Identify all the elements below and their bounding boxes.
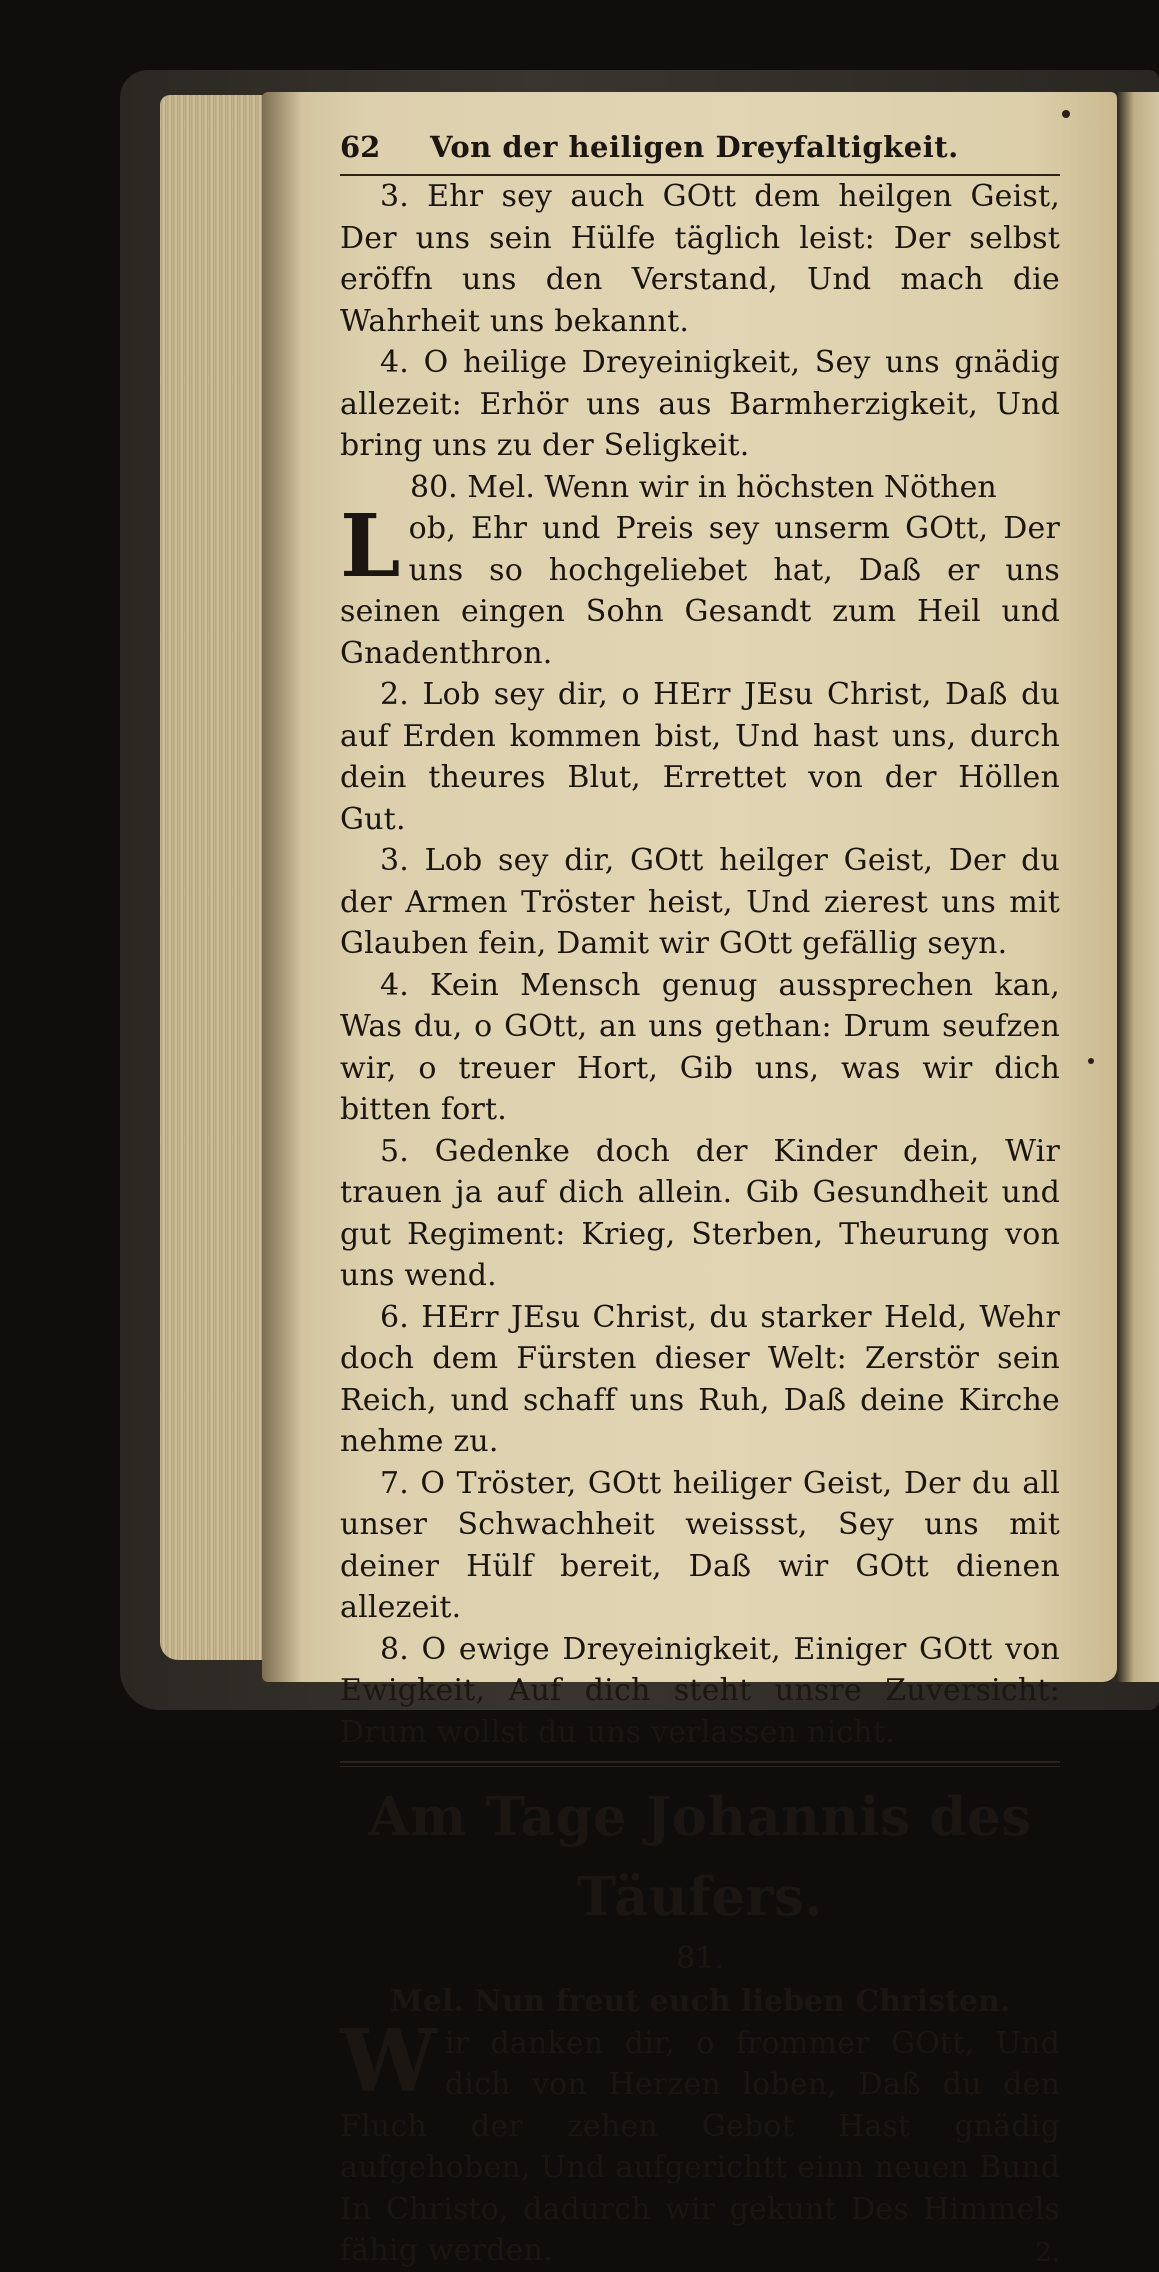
facing-page-edge — [1117, 92, 1159, 1682]
page-edges — [160, 95, 275, 1660]
hymn80-verse-8: 8. O ewige Dreyeinigkeit, Einiger GOtt von Ewigkeit, Auf dich steht unsre Zuversicht: Drum wollst du uns verlassen nicht. — [340, 1631, 1060, 1750]
hymn80-header: 80. Mel. Wenn wir in höchsten Nöthen — [410, 469, 997, 505]
hymn80-verse-1 — [340, 496, 1060, 674]
hymn79-verse-3: 3. Ehr sey auch GOtt dem heilgen Geist, Der uns sein Hülfe täglich leist: Der selbst eröffn uns den Verstand, Und mach die Wahrheit uns bekannt. — [340, 179, 1060, 339]
hymn81-melody: Mel. Nun freut euch lieben Christen. — [389, 1984, 1011, 2019]
page-text — [340, 130, 1060, 2268]
hymn80-verse-3: 3. Lob sey dir, GOtt heilger Geist, Der du der Armen Tröster heist, Und zierest uns mit Glauben fein, Damit wir GOtt gefällig seyn. — [340, 843, 1060, 961]
hymn80-verse-7: 7. O Tröster, GOtt heiliger Geist, Der du all unser Schwachheit weissst, Sey uns mit deiner Hülf bereit, Daß wir GOtt dienen allezeit. — [340, 1465, 1060, 1625]
ink-speck — [1062, 110, 1070, 118]
ink-speck — [1088, 1058, 1094, 1064]
hymn80-verse-1-text: ob, Ehr und Preis sey unserm GOtt, Der uns so hochgeliebet hat, Daß er uns seinen eingen Sohn Gesandt zum Heil und Gnadenthron. — [340, 511, 1060, 671]
hymn80-verse-4: 4. Kein Mensch genug aussprechen kan, Was du, o GOtt, an uns gethan: Drum seufzen wir, o treuer Hort, Gib uns, was wir dich bitten fort. — [340, 967, 1060, 1127]
page-gutter-shadow — [262, 92, 302, 1682]
hymn81-number: 81. — [676, 1941, 724, 1976]
section-heading: Am Tage Johannis des Täufers. — [368, 1786, 1032, 1928]
running-title: Von der heiligen Dreyfaltigkeit. — [430, 130, 959, 164]
hymn81-verse-1 — [340, 2010, 1060, 2272]
hymn81-verse-1-text: ir danken dir, o frommer GOtt, Und dich von Herzen loben, Daß du den Fluch der zehen Gebot Hast gnädig aufgehoben, Und aufgerichtt einn neuen Bund In Christo, dadurch wir gekunt Des Himmels fähig werden. — [340, 2025, 1060, 2268]
running-head — [340, 130, 1060, 176]
hymn81-dropcap: W — [340, 2010, 437, 2112]
catchword: 2. — [1035, 2237, 1060, 2268]
section-rule — [340, 1761, 1060, 1767]
hymn79-verse-4: 4. O heilige Dreyeinigkeit, Sey uns gnädig allezeit: Erhör uns aus Barmherzigkeit, Und bring uns zu der Seligkeit. — [340, 345, 1060, 463]
hymn80-verse-2: 2. Lob sey dir, o HErr JEsu Christ, Daß du auf Erden kommen bist, Und hast uns, durch dein theures Blut, Errettet von der Höllen Gut. — [340, 677, 1060, 837]
page-number: 62 — [340, 130, 381, 164]
hymn80-verse-5: 5. Gedenke doch der Kinder dein, Wir trauen ja auf dich allein. Gib Gesundheit und gut Regiment: Krieg, Sterben, Theurung von uns wend. — [340, 1133, 1060, 1293]
hymn80-dropcap: L — [340, 496, 401, 597]
hymn80-verse-6: 6. HErr JEsu Christ, du starker Held, Wehr doch dem Fürsten dieser Welt: Zerstör sein Reich, und schaff uns Ruh, Daß deine Kirche nehme zu. — [340, 1299, 1060, 1459]
